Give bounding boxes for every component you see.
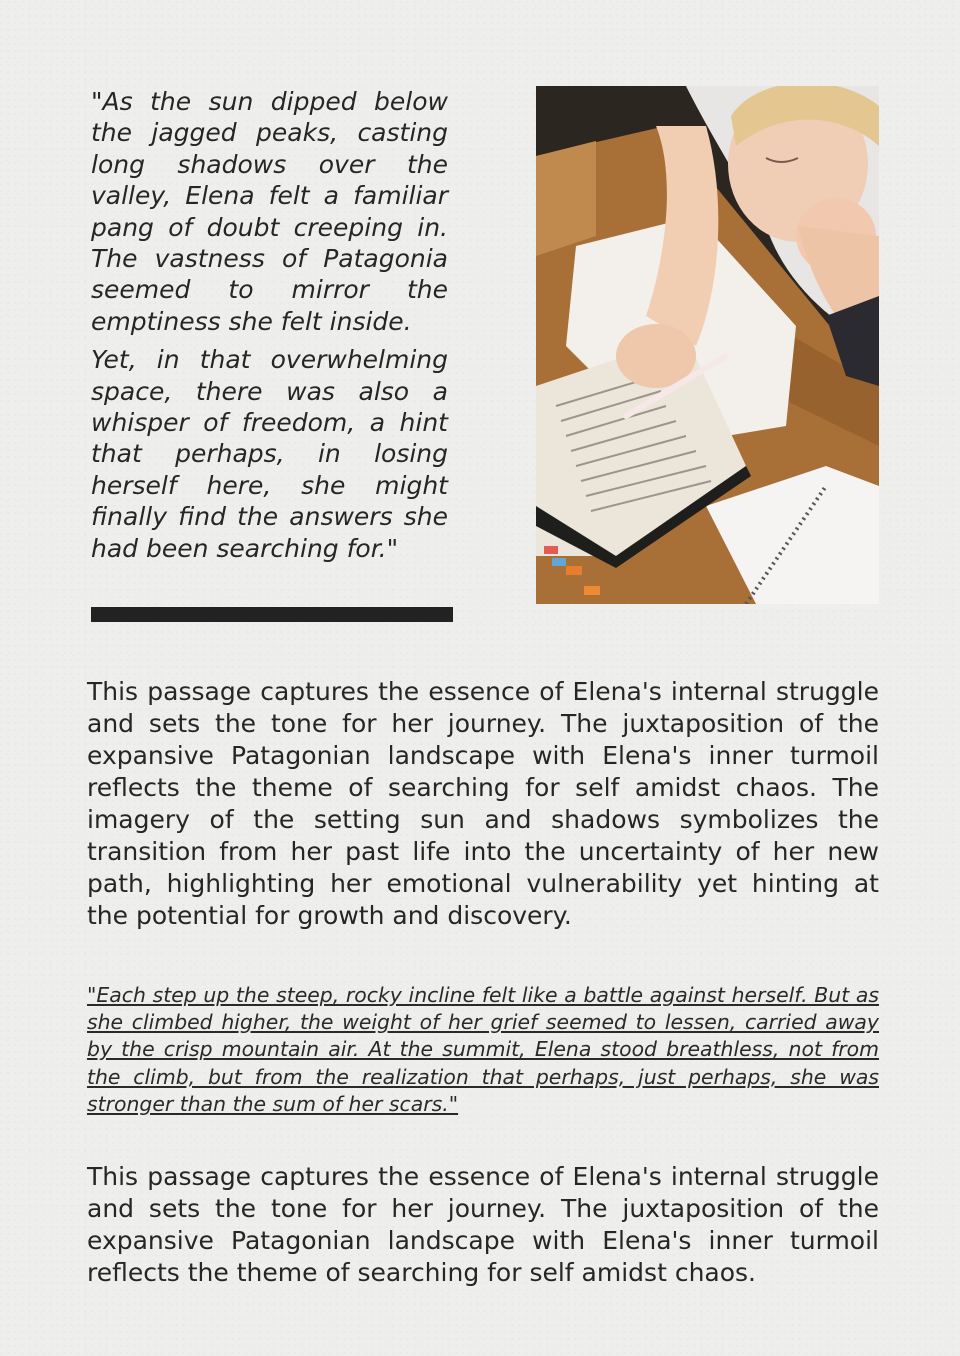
analysis-paragraph-1: This passage captures the essence of Elena's internal struggle and sets the tone for her journey. The juxtaposition of the expansive Patagonian landscape with Elena's inner turmoil reflects the theme of searching for self amidst chaos. The imagery of the setting sun and shadows symbolizes the transition from her past life into the uncertainty of her new path, highlighting her emotional vulnerability yet hinting at the potential for growth and discovery. [87,677,879,930]
opening-quote [91,86,448,571]
opening-quote-paragraph-1: "As the sun dipped below the jagged peaks, casting long shadows over the valley, Elena felt a familiar pang of doubt creeping in. The vastness of Patagonia seemed to mirror the emptiness she felt inside. [91,87,448,336]
photo-woman-reading-book-icon [536,86,879,604]
woman-reading-photo [536,86,879,604]
analysis-paragraph-2: This passage captures the essence of Elena's internal struggle and sets the tone for her journey. The juxtaposition of the expansive Patagonian landscape with Elena's inner turmoil reflects the theme of searching for self amidst chaos. [87,1162,879,1287]
quote-divider-bar [91,607,453,622]
summit-quote: "Each step up the steep, rocky incline felt like a battle against herself. But as she climbed higher, the weight of her grief seemed to lessen, carried away by the crisp mountain air. At the summit, Elena stood breathless, not from the climb, but from the realization that perhaps, just perhaps, she was stronger than the sum of her scars." [87,983,879,1116]
opening-quote-paragraph-2: Yet, in that overwhelming space, there was also a whisper of freedom, a hint that perhaps, in losing herself here, she might finally find the answers she had been searching for." [91,345,448,563]
